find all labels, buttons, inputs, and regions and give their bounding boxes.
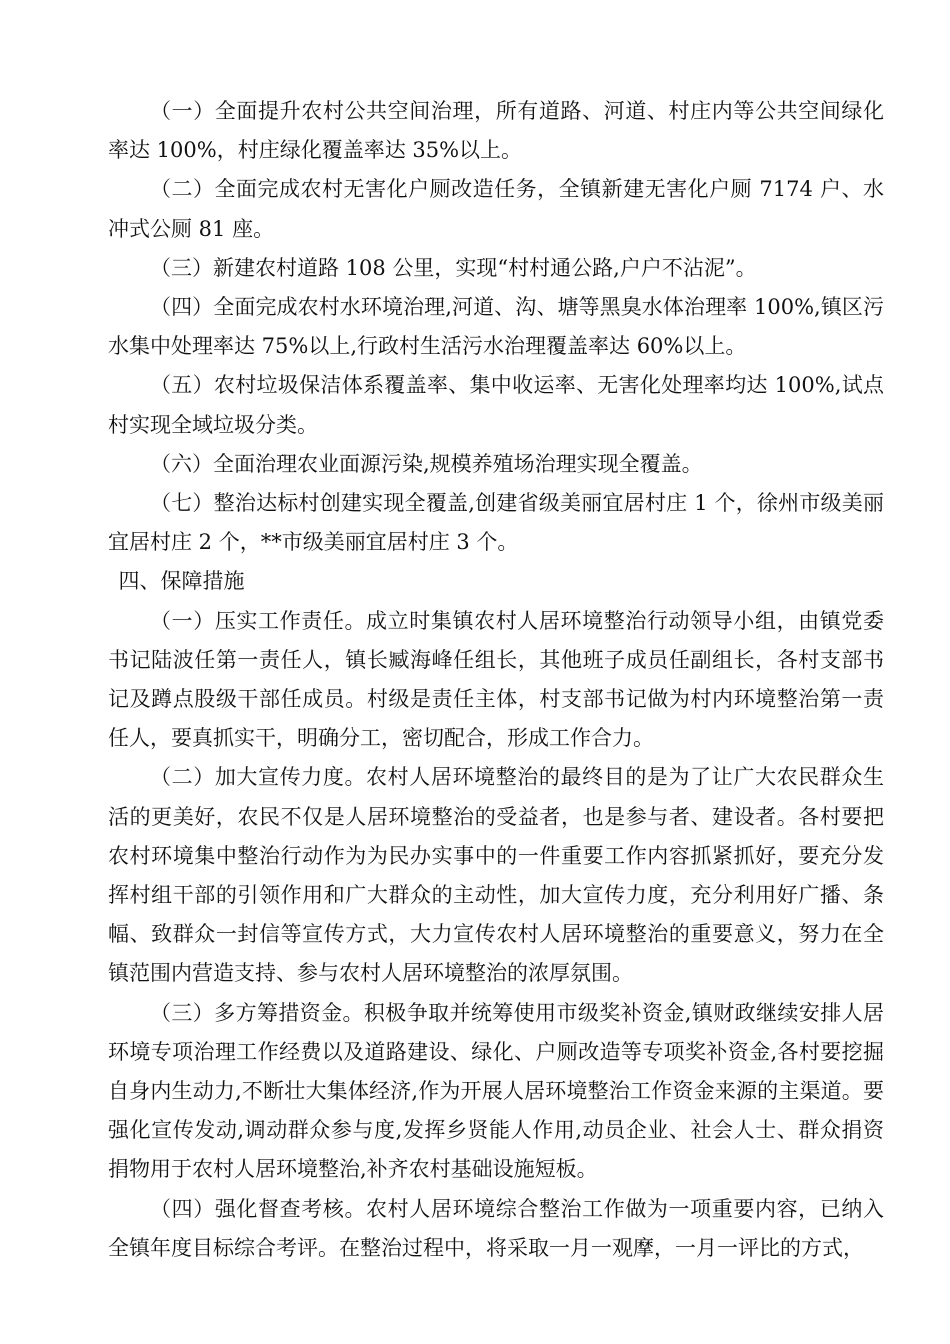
target-item-4: （四）全面完成农村水环境治理,河道、沟、塘等黑臭水体治理率 100%,镇区污水集中处理率达 75%以上,行政村生活污水治理覆盖率达 60%以上。	[108, 295, 884, 359]
target-item-1: （一）全面提升农村公共空间治理，所有道路、河道、村庄内等公共空间绿化率达 100%，村庄绿化覆盖率达 35%以上。	[108, 99, 884, 163]
target-item-7: （七）整治达标村创建实现全覆盖,创建省级美丽宜居村庄 1 个，徐州市级美丽宜居村庄 2 个，**市级美丽宜居村庄 3 个。	[108, 491, 884, 555]
target-item-3: （三）新建农村道路 108 公里，实现“村村通公路,户户不沾泥”。	[150, 255, 757, 280]
section-heading: 四、保障措施	[118, 569, 245, 594]
measure-item-4: （四）强化督查考核。农村人居环境综合整治工作做为一项重要内容，已纳入全镇年度目标综合考评。在整治过程中，将采取一月一观摩，一月一评比的方式，	[108, 1196, 884, 1260]
target-item-5: （五）农村垃圾保洁体系覆盖率、集中收运率、无害化处理率均达 100%,试点村实现全域垃圾分类。	[108, 373, 884, 437]
target-item-2: （二）全面完成农村无害化户厕改造任务，全镇新建无害化户厕 7174 户、水冲式公厕 81 座。	[108, 177, 884, 241]
measure-item-2: （二）加大宣传力度。农村人居环境整治的最终目的是为了让广大农民群众生活的更美好，农民不仅是人居环境整治的受益者，也是参与者、建设者。各村要把农村环境集中整治行动作为为民办实事中的一件重要工作内容抓紧抓好，要充分发挥村组干部的引领作用和广大群众的主动性，加大宣传力度，充分利用好广播、条幅、致群众一封信等宣传方式，大力宣传农村人居环境整治的重要意义，努力在全镇范围内营造支持、参与农村人居环境整治的浓厚氛围。	[108, 765, 884, 986]
document-body	[108, 92, 884, 1268]
target-item-6: （六）全面治理农业面源污染,规模养殖场治理实现全覆盖。	[150, 451, 703, 476]
measure-item-3: （三）多方筹措资金。积极争取并统筹使用市级奖补资金,镇财政继续安排人居环境专项治理工作经费以及道路建设、绿化、户厕改造等专项奖补资金,各村要挖掘自身内生动力,不断壮大集体经济,作为开展人居环境整治工作资金来源的主渠道。要强化宣传发动,调动群众参与度,发挥乡贤能人作用,动员企业、社会人士、群众捐资捐物用于农村人居环境整治,补齐农村基础设施短板。	[108, 1000, 884, 1182]
measure-item-1: （一）压实工作责任。成立时集镇农村人居环境整治行动领导小组，由镇党委书记陆波任第一责任人，镇长臧海峰任组长，其他班子成员任副组长，各村支部书记及蹲点股级干部任成员。村级是责任主体，村支部书记做为村内环境整治第一责任人，要真抓实干，明确分工，密切配合，形成工作合力。	[108, 608, 884, 751]
